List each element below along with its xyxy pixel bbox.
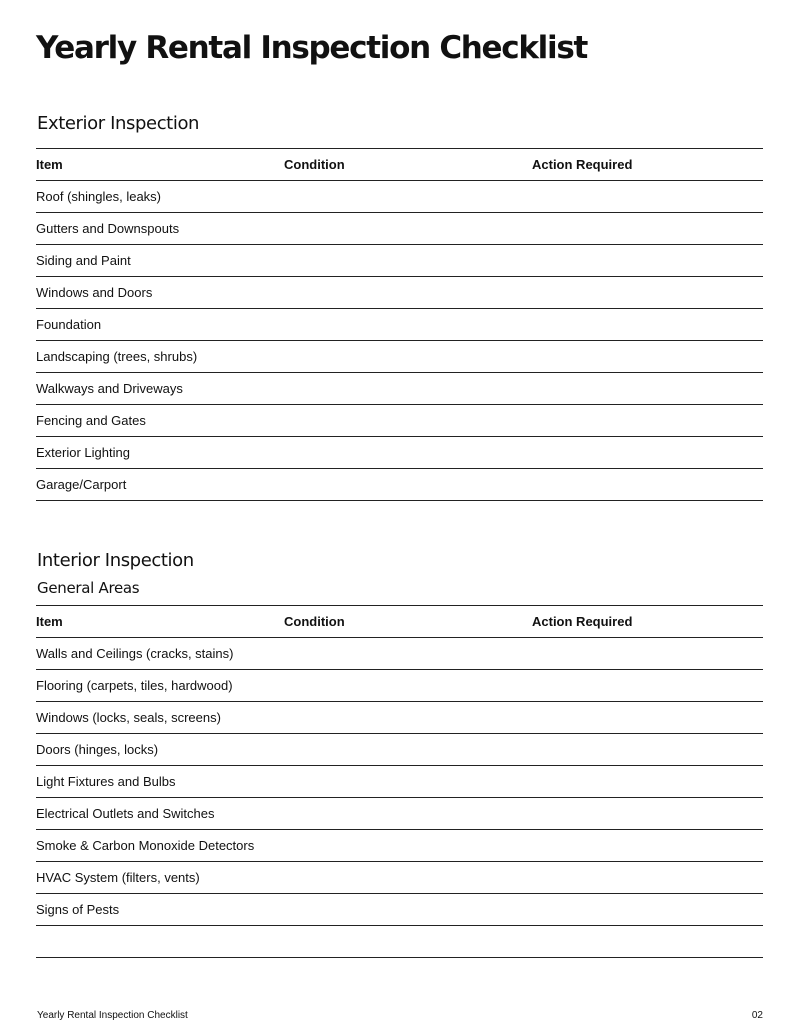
footer-page-number: 02: [751, 1010, 763, 1021]
item-cell: Smoke & Carbon Monoxide Detectors: [36, 838, 255, 853]
table-row: [36, 926, 763, 958]
item-cell: Gutters and Downspouts: [36, 221, 180, 236]
column-header-condition: Condition: [284, 157, 345, 172]
item-cell: Exterior Lighting: [36, 445, 130, 460]
column-header-item: Item: [36, 157, 63, 172]
table-row: [36, 277, 763, 309]
table-row: [36, 245, 763, 277]
column-header-condition: Condition: [284, 614, 345, 629]
footer-document-title: Yearly Rental Inspection Checklist: [37, 1010, 188, 1021]
interior-section-heading: Interior Inspection: [37, 550, 194, 571]
table-row: [36, 702, 763, 734]
page-title: Yearly Rental Inspection Checklist: [36, 30, 587, 66]
item-cell: Landscaping (trees, shrubs): [36, 349, 198, 364]
table-row: [36, 373, 763, 405]
column-header-action-required: Action Required: [532, 157, 633, 172]
table-row: [36, 798, 763, 830]
table-header-row: [36, 148, 763, 181]
item-cell: Electrical Outlets and Switches: [36, 806, 215, 821]
item-cell: Foundation: [36, 317, 102, 332]
item-cell: Flooring (carpets, tiles, hardwood): [36, 678, 233, 693]
item-cell: Windows and Doors: [36, 285, 153, 300]
table-row: [36, 341, 763, 373]
column-header-item: Item: [36, 614, 63, 629]
table-row: [36, 894, 763, 926]
table-row: [36, 638, 763, 670]
general-areas-subheading: General Areas: [37, 579, 140, 597]
item-cell: Walls and Ceilings (cracks, stains): [36, 646, 234, 661]
table-row: [36, 734, 763, 766]
table-row: [36, 830, 763, 862]
item-cell: Fencing and Gates: [36, 413, 146, 428]
item-cell: Walkways and Driveways: [36, 381, 183, 396]
table-row: [36, 437, 763, 469]
item-cell: Doors (hinges, locks): [36, 742, 159, 757]
item-cell: Roof (shingles, leaks): [36, 189, 161, 204]
item-cell: Windows (locks, seals, screens): [36, 710, 221, 725]
item-cell: Siding and Paint: [36, 253, 131, 268]
column-header-action-required: Action Required: [532, 614, 633, 629]
item-cell: Garage/Carport: [36, 477, 127, 492]
item-cell: Light Fixtures and Bulbs: [36, 774, 176, 789]
interior-checklist-table: [36, 605, 763, 958]
table-row: [36, 670, 763, 702]
table-row: [36, 309, 763, 341]
table-row: [36, 862, 763, 894]
table-row: [36, 469, 763, 501]
table-row: [36, 181, 763, 213]
item-cell: Signs of Pests: [36, 902, 120, 917]
table-row: [36, 213, 763, 245]
exterior-checklist-table: [36, 148, 763, 501]
table-row: [36, 766, 763, 798]
item-cell: HVAC System (filters, vents): [36, 870, 200, 885]
table-row: [36, 405, 763, 437]
exterior-section-heading: Exterior Inspection: [37, 113, 200, 134]
table-header-row: [36, 605, 763, 638]
